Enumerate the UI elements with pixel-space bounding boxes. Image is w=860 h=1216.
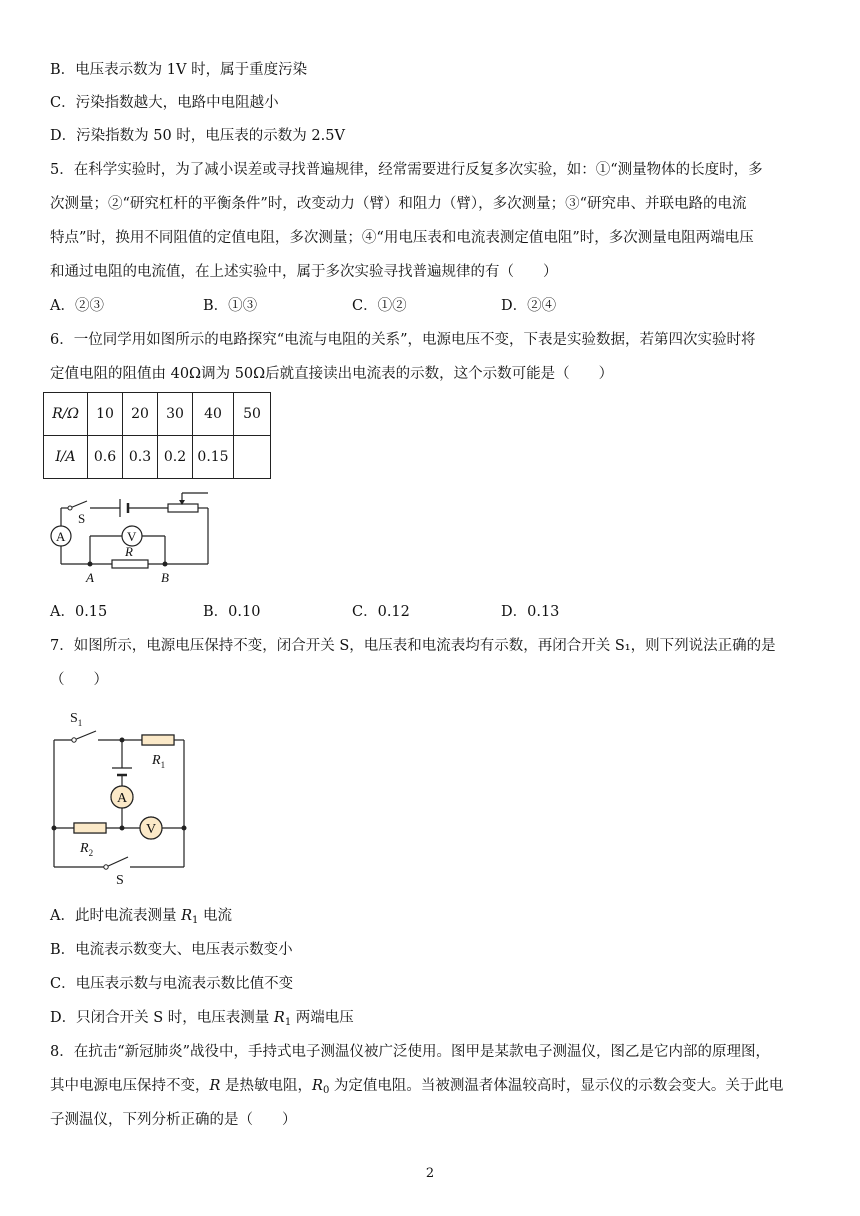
q7-voltmeter-label: V: [146, 822, 157, 837]
q6-option-a: A．0.15: [50, 604, 108, 620]
q6-option-c: C．0.12: [352, 604, 410, 620]
table-cell: 50: [234, 393, 271, 436]
page-number: 2: [425, 1166, 435, 1181]
option-subscript: 1: [192, 915, 199, 926]
option-variable: R: [181, 908, 193, 924]
q8-line-2: [50, 1076, 783, 1101]
option-text: 两端电压: [291, 1010, 354, 1026]
q7-ammeter-label: A: [117, 791, 128, 806]
option-text: 电流: [198, 908, 232, 924]
q5-option-b: B．①③: [203, 298, 258, 314]
table-cell: 10: [88, 393, 123, 436]
q4-option-d: D．污染指数为 50 时，电压表的示数为 2.5V: [50, 128, 345, 144]
point-b-label: B: [161, 570, 169, 585]
table-cell: 40: [193, 393, 234, 436]
switch-label: S: [78, 511, 86, 526]
q8-text: 其中电源电压保持不变，: [50, 1078, 210, 1094]
svg-text:R1: [151, 753, 165, 770]
s-label: S: [116, 873, 124, 888]
point-a-label: A: [86, 570, 94, 585]
option-text: D．只闭合开关 S 时，电压表测量: [50, 1010, 274, 1026]
q5-option-a: A．②③: [50, 298, 104, 314]
r1-subscript: 1: [160, 760, 166, 770]
option-variable: R: [273, 1010, 285, 1026]
q8-variable-r0: R: [312, 1078, 323, 1094]
resistor-label: R: [125, 544, 133, 559]
q5-option-d: D．②④: [501, 298, 557, 314]
table-cell: 0.6: [88, 436, 123, 479]
r1-label: R: [152, 753, 161, 768]
q8-text: 为定值电阻。当被测温者体温较高时，显示仪的示数会变大。关于此电: [329, 1078, 784, 1094]
table-row-current: [44, 436, 271, 479]
table-row-resistance: [44, 393, 271, 436]
q8-line-3: 子测温仪，下列分析正确的是（ ）: [50, 1112, 297, 1128]
q7-line-2: （ ）: [50, 672, 108, 688]
r2-subscript: 2: [88, 848, 94, 858]
q6-line-2: 定值电阻的阻值由 40Ω调为 50Ω后就直接读出电流表的示数，这个示数可能是（ ）: [50, 366, 614, 382]
q6-line-1: 6．一位同学用如图所示的电路探究“电流与电阻的关系”，电源电压不变，下表是实验数据，若第四次实验时将: [50, 332, 756, 348]
table-cell: 30: [158, 393, 193, 436]
table-header-i: I/A: [44, 436, 88, 479]
q8-line-1: 8．在抗击“新冠肺炎”战役中，手持式电子测温仪被广泛使用。图甲是某款电子测温仪，图乙是它内部的原理图，: [50, 1044, 771, 1060]
q8-variable-r: R: [209, 1078, 221, 1094]
option-subscript: 1: [284, 1017, 292, 1028]
q4-option-c: C．污染指数越大，电路中电阻越小: [50, 95, 279, 111]
table-cell: 20: [123, 393, 158, 436]
svg-text:S1: [70, 711, 82, 728]
q8-text: 是热敏电阻，: [220, 1078, 313, 1094]
table-header-r: R/Ω: [44, 393, 88, 436]
q7-option-a: [50, 906, 232, 931]
q8-subscript: 0: [322, 1085, 330, 1096]
ammeter-label: A: [56, 529, 66, 544]
q6-circuit-diagram: [40, 488, 220, 588]
q5-line-1: 5．在科学实验时，为了减小误差或寻找普遍规律，经常需要进行反复多次实验，如：①“测量物体的长度时，多: [50, 162, 763, 178]
voltmeter-label: V: [127, 529, 137, 544]
q6-data-table: [43, 392, 271, 479]
q6-option-b: B．0.10: [203, 604, 261, 620]
q6-option-d: D．0.13: [501, 604, 560, 620]
q7-circuit-diagram: [44, 700, 204, 890]
svg-text:R2: [79, 841, 93, 858]
q7-option-c: C．电压表示数与电流表示数比值不变: [50, 976, 294, 992]
q5-line-4: 和通过电阻的电流值，在上述实验中，属于多次实验寻找普遍规律的有（ ）: [50, 264, 558, 280]
q4-option-b: B．电压表示数为 1V 时，属于重度污染: [50, 62, 308, 78]
q7-option-b: B．电流表示数变大、电压表示数变小: [50, 942, 293, 958]
table-cell: [234, 436, 271, 479]
option-text: A．此时电流表测量: [50, 908, 182, 924]
q7-option-d: [50, 1008, 354, 1033]
q5-line-3: 特点”时，换用不同阻值的定值电阻，多次测量；④“用电压表和电流表测定值电阻”时，多次测量电阻两端电压: [50, 230, 754, 246]
q7-line-1: 7．如图所示，电源电压保持不变，闭合开关 S，电压表和电流表均有示数，再闭合开关 S₁，则下列说法正确的是: [50, 638, 776, 654]
q5-option-c: C．①②: [352, 298, 407, 314]
table-cell: 0.15: [193, 436, 234, 479]
table-cell: 0.2: [158, 436, 193, 479]
s1-label: S: [70, 711, 78, 726]
r2-label: R: [80, 841, 89, 856]
table-cell: 0.3: [123, 436, 158, 479]
s1-subscript: 1: [77, 718, 83, 728]
q5-line-2: 次测量；②“研究杠杆的平衡条件”时，改变动力（臂）和阻力（臂），多次测量；③“研究串、并联电路的电流: [50, 196, 747, 212]
